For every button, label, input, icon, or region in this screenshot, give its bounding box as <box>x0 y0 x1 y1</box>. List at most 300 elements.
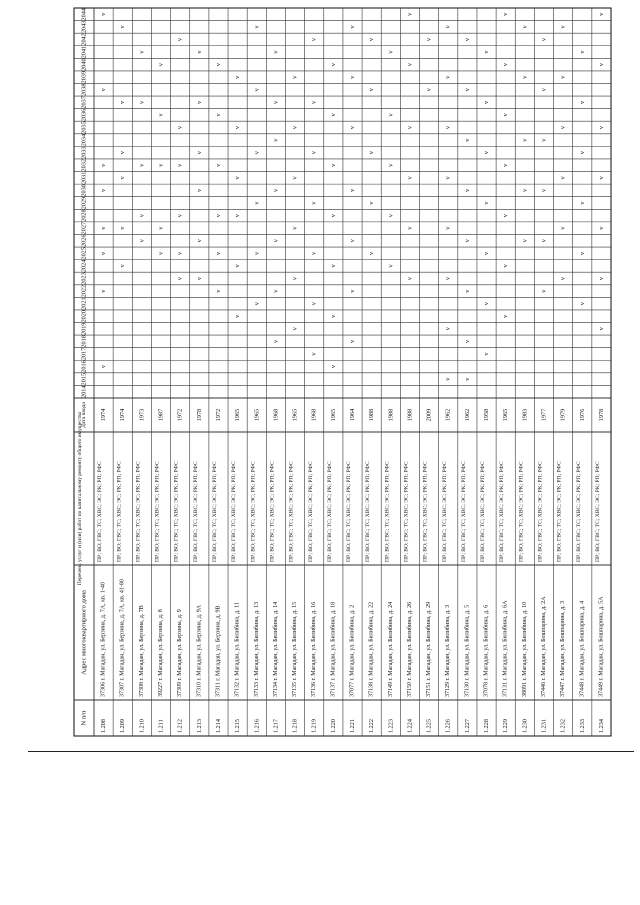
year-check-mark: v <box>119 25 127 29</box>
year-check-mark: v <box>291 276 299 281</box>
year-check-mark: v <box>502 264 510 268</box>
header-number: N п/п <box>80 710 88 726</box>
year-check-mark: v <box>559 25 567 29</box>
year-check-mark: v <box>559 125 567 130</box>
year-label-2033: 2033 <box>80 146 88 159</box>
year-check-mark: v <box>272 339 280 344</box>
year-check-mark: v <box>483 100 491 104</box>
year-check-mark: v <box>597 176 605 180</box>
year-check-mark: v <box>597 12 605 16</box>
row-number: 1.213 <box>195 719 203 733</box>
row-services: ПР; ВО; ГВС; ТС; ХВС; ЭС; РК; РП; РФС <box>480 461 487 562</box>
row-address: 37078 г. Магадан, ул. Билибина, д. 6 <box>483 604 490 697</box>
year-label-2017: 2017 <box>80 347 88 361</box>
year-check-mark: v <box>195 188 203 193</box>
year-check-mark: v <box>368 37 376 42</box>
header-services: Перечень услуг и (или) работ по капитальному ремонту общего имущества <box>77 411 83 586</box>
row-number: 1.221 <box>349 719 356 733</box>
row-services: ПР; ВО; ГВС; ТС; ХВС; ЭС; РК; РП; РФС <box>384 461 391 562</box>
row-address: 37137 г. Магадан, ул. Билибина, д. 18 <box>330 601 337 697</box>
year-label-2015: 2015 <box>80 372 88 386</box>
year-check-mark: v <box>502 12 510 16</box>
year-label-2044: 2044 <box>80 8 88 21</box>
row-services: ПР; ВО; ГВС; ТС; ХВС; ЭС; РК; РП; РФС <box>116 461 123 562</box>
year-check-mark: v <box>195 151 203 155</box>
year-check-mark: v <box>253 151 261 155</box>
year-label-2028: 2028 <box>80 209 88 222</box>
year-check-mark: v <box>406 226 414 230</box>
year-check-mark: v <box>310 100 318 104</box>
year-check-mark: v <box>157 62 165 67</box>
year-check-mark: v <box>597 327 605 331</box>
year-check-mark: v <box>425 88 433 92</box>
year-check-mark: v <box>349 339 356 344</box>
row-year: 1976 <box>578 408 586 422</box>
row-services: ПР; ВО; ГВС; ТС; ХВС; ЭС; РК; РП; РФС <box>594 461 601 562</box>
year-check-mark: v <box>100 163 108 167</box>
row-number: 1.212 <box>176 719 184 733</box>
year-check-mark: v <box>291 176 299 180</box>
year-check-mark: v <box>387 213 395 218</box>
year-label-2043: 2043 <box>80 20 88 34</box>
year-check-mark: v <box>119 226 127 230</box>
year-check-mark: v <box>157 113 165 117</box>
row-number: 1.228 <box>483 719 491 733</box>
row-year: 1965 <box>329 408 337 422</box>
year-check-mark: v <box>272 138 280 142</box>
year-check-mark: v <box>157 251 165 255</box>
year-check-mark: v <box>521 188 529 193</box>
row-address: 37151 г. Магадан, ул. Билибина, д. 29 <box>426 601 433 697</box>
year-check-mark: v <box>463 377 471 381</box>
year-check-mark: v <box>349 289 356 293</box>
year-check-mark: v <box>463 188 471 193</box>
row-year: 1978 <box>195 408 203 422</box>
row-address: 37133 г. Магадан, ул. Билибина, д. 13 <box>253 601 260 697</box>
year-check-mark: v <box>578 201 586 205</box>
year-label-2026: 2026 <box>80 234 88 247</box>
header-year: Дата ввода <box>81 402 87 428</box>
header-address: Адрес многоквартирного дома <box>80 590 88 675</box>
year-label-2029: 2029 <box>80 196 88 210</box>
year-check-mark: v <box>272 50 280 54</box>
year-check-mark: v <box>521 138 529 142</box>
row-address: 37132 г. Магадан, ул. Билибина, д. 11 <box>234 602 241 697</box>
year-check-mark: v <box>176 37 184 42</box>
row-services: ПР; ВО; ГВС; ТС; ХВС; ЭС; РК; РП; РФС <box>441 461 448 562</box>
row-address: 37135 г. Магадан, ул. Билибина, д. 15 <box>292 601 299 697</box>
row-year: 1965 <box>234 408 242 422</box>
year-check-mark: v <box>444 276 452 281</box>
row-services: ПР; ВО; ГВС; ТС; ХВС; ЭС; РК; РП; РФС <box>250 461 257 562</box>
year-check-mark: v <box>463 138 471 142</box>
year-label-2032: 2032 <box>80 159 88 172</box>
year-check-mark: v <box>138 50 146 54</box>
year-check-mark: v <box>119 264 127 268</box>
year-check-mark: v <box>157 163 165 167</box>
row-services: ПР; ВО; ГВС; ТС; ХВС; ЭС; РК; РП; РФС <box>422 461 429 562</box>
row-number: 1.218 <box>291 719 299 733</box>
year-check-mark: v <box>157 226 165 230</box>
row-address: 37307 г. Магадан, ул. Берзина, д. 7А, кв. 41-80 <box>119 579 126 697</box>
year-check-mark: v <box>329 213 337 218</box>
page-divider <box>28 751 634 752</box>
row-year: 1962 <box>463 408 471 422</box>
row-year: 1965 <box>502 408 510 422</box>
year-check-mark: v <box>100 188 108 193</box>
year-check-mark: v <box>559 226 567 230</box>
row-address: 37136 г. Магадан, ул. Билибина, д. 16 <box>311 601 318 697</box>
year-check-mark: v <box>100 251 108 255</box>
repair-schedule-table <box>74 8 611 736</box>
year-check-mark: v <box>272 239 280 243</box>
row-address: 37448 г. Магадан, ул. Бошпарина, д. 4 <box>579 600 586 697</box>
row-number: 1.220 <box>329 719 337 733</box>
row-services: ПР; ВО; ГВС; ТС; ХВС; ЭС; РК; РП; РФС <box>135 461 142 562</box>
year-check-mark: v <box>387 50 395 54</box>
row-address: 37131 г. Магадан, ул. Билибина, д. 6А <box>502 600 509 697</box>
year-label-2020: 2020 <box>80 310 88 323</box>
row-year: 1983 <box>521 408 529 422</box>
year-check-mark: v <box>463 37 471 42</box>
row-address: 37311 г. Магадан, ул. Берзина, д. 9В <box>215 605 222 697</box>
year-label-2031: 2031 <box>80 171 88 185</box>
year-check-mark: v <box>291 75 299 79</box>
row-year: 1979 <box>559 408 567 422</box>
year-check-mark: v <box>119 151 127 155</box>
year-check-mark: v <box>138 213 146 218</box>
row-year: 1972 <box>176 408 184 422</box>
row-number: 1.209 <box>119 719 127 733</box>
year-check-mark: v <box>329 163 337 167</box>
row-year: 2009 <box>425 408 433 422</box>
row-number: 1.211 <box>157 719 165 733</box>
year-label-2035: 2035 <box>80 121 88 134</box>
year-check-mark: v <box>310 352 318 356</box>
year-check-mark: v <box>406 276 414 281</box>
row-number: 1.232 <box>559 719 567 733</box>
year-check-mark: v <box>329 264 337 268</box>
year-check-mark: v <box>540 37 548 42</box>
row-services: ПР; ВО; ГВС; ТС; ХВС; ЭС; РК; РП; РФС <box>269 461 276 562</box>
row-number: 1.225 <box>425 719 433 733</box>
row-address: 37150 г. Магадан, ул. Билибина, д. 26 <box>406 601 413 697</box>
year-check-mark: v <box>195 100 203 104</box>
row-number: 1.234 <box>597 719 605 733</box>
row-address: 38091 г. Магадан, ул. Билибина, д. 10 <box>521 601 528 697</box>
year-label-2021: 2021 <box>80 297 88 310</box>
row-services: ПР; ВО; ГВС; ТС; ХВС; ЭС; РК; РП; РФС <box>460 461 467 562</box>
year-check-mark: v <box>444 125 452 130</box>
year-label-2027: 2027 <box>80 221 88 235</box>
year-label-2023: 2023 <box>80 272 88 285</box>
year-check-mark: v <box>540 188 548 193</box>
row-services: ПР; ВО; ГВС; ТС; ХВС; ЭС; РК; РП; РФС <box>556 461 563 562</box>
year-check-mark: v <box>253 88 261 92</box>
year-check-mark: v <box>100 226 108 230</box>
row-number: 1.214 <box>214 719 222 733</box>
year-check-mark: v <box>253 25 261 29</box>
year-check-mark: v <box>349 125 356 130</box>
year-check-mark: v <box>483 151 491 155</box>
year-label-2039: 2039 <box>80 71 88 84</box>
year-check-mark: v <box>578 251 586 255</box>
table-frame <box>74 8 611 736</box>
row-number: 1.215 <box>234 719 242 733</box>
year-label-2018: 2018 <box>80 335 88 348</box>
row-year: 1968 <box>310 408 318 422</box>
year-check-mark: v <box>214 163 222 167</box>
year-check-mark: v <box>502 113 510 117</box>
row-number: 1.222 <box>368 719 376 733</box>
year-check-mark: v <box>597 276 605 281</box>
year-check-mark: v <box>444 176 452 180</box>
row-number: 1.233 <box>578 719 586 733</box>
year-check-mark: v <box>387 264 395 268</box>
year-check-mark: v <box>578 302 586 306</box>
row-year: 1962 <box>444 408 452 422</box>
row-year: 1964 <box>349 408 356 422</box>
row-number: 1.230 <box>521 719 529 733</box>
year-check-mark: v <box>310 251 318 255</box>
year-check-mark: v <box>483 50 491 54</box>
year-check-mark: v <box>387 163 395 167</box>
year-check-mark: v <box>291 327 299 331</box>
year-check-mark: v <box>406 62 414 67</box>
year-check-mark: v <box>559 276 567 281</box>
year-check-mark: v <box>234 264 242 268</box>
row-address: 37130 г. Магадан, ул. Билибина, д. 5 <box>464 604 471 697</box>
year-check-mark: v <box>540 239 548 243</box>
year-check-mark: v <box>406 12 414 16</box>
row-number: 1.208 <box>100 719 108 733</box>
year-check-mark: v <box>444 226 452 230</box>
year-check-mark: v <box>463 289 471 293</box>
year-check-mark: v <box>387 113 395 117</box>
row-services: ПР; ВО; ГВС; ТС; ХВС; ЭС; РК; РП; РФС <box>346 461 353 562</box>
year-check-mark: v <box>502 163 510 167</box>
year-check-mark: v <box>329 314 337 318</box>
row-number: 1.223 <box>387 719 395 733</box>
year-check-mark: v <box>368 151 376 155</box>
year-label-2037: 2037 <box>80 96 88 109</box>
year-check-mark: v <box>329 364 337 369</box>
year-check-mark: v <box>138 100 146 104</box>
year-check-mark: v <box>349 25 356 29</box>
row-year: 1968 <box>272 408 280 422</box>
year-check-mark: v <box>253 251 261 255</box>
year-label-2036: 2036 <box>80 108 88 122</box>
year-check-mark: v <box>521 75 529 79</box>
row-services: ПР; ВО; ГВС; ТС; ХВС; ЭС; РК; РП; РФС <box>231 461 238 562</box>
year-check-mark: v <box>521 239 529 243</box>
year-check-mark: v <box>406 125 414 130</box>
year-check-mark: v <box>176 125 184 130</box>
year-check-mark: v <box>310 201 318 205</box>
year-check-mark: v <box>310 151 318 155</box>
row-year: 1988 <box>406 408 414 422</box>
year-check-mark: v <box>463 339 471 344</box>
year-check-mark: v <box>559 75 567 79</box>
row-number: 1.210 <box>138 719 146 733</box>
year-check-mark: v <box>444 75 452 79</box>
row-services: ПР; ВО; ГВС; ТС; ХВС; ЭС; РК; РП; РФС <box>575 461 582 562</box>
year-check-mark: v <box>483 251 491 255</box>
row-year: 1987 <box>157 408 165 422</box>
row-services: ПР; ВО; ГВС; ТС; ХВС; ЭС; РК; РП; РФС <box>192 461 199 562</box>
year-check-mark: v <box>176 163 184 167</box>
row-services: ПР; ВО; ГВС; ТС; ХВС; ЭС; РК; РП; РФС <box>173 461 180 562</box>
year-check-mark: v <box>329 113 337 117</box>
row-year: 1965 <box>253 408 261 422</box>
row-year: 1958 <box>483 408 491 422</box>
year-check-mark: v <box>597 226 605 230</box>
year-check-mark: v <box>272 188 280 193</box>
year-check-mark: v <box>368 251 376 255</box>
row-address: 37449 г. Магадан, ул. Бошпарина, д. 5А <box>598 596 605 697</box>
year-check-mark: v <box>195 276 203 281</box>
row-address: 37308 г. Магадан, ул. Берзина, д. 7В <box>138 605 145 697</box>
year-check-mark: v <box>234 213 242 218</box>
year-check-mark: v <box>406 176 414 180</box>
year-check-mark: v <box>234 176 242 180</box>
year-check-mark: v <box>195 50 203 54</box>
row-services: ПР; ВО; ГВС; ТС; ХВС; ЭС; РК; РП; РФС <box>537 461 544 562</box>
row-services: ПР; ВО; ГВС; ТС; ХВС; ЭС; РК; РП; РФС <box>154 461 161 562</box>
year-check-mark: v <box>100 12 108 16</box>
year-check-mark: v <box>329 62 337 67</box>
year-check-mark: v <box>100 289 108 293</box>
row-year: 1988 <box>387 408 395 422</box>
row-year: 1988 <box>368 408 376 422</box>
row-address: 37306 г. Магадан, ул. Берзина, д. 7А, кв. 1-40 <box>100 582 107 697</box>
row-address: 37447 г. Магадан, ул. Бошпарина, д. 3 <box>560 600 567 697</box>
row-address: 37077 г. Магадан, ул. Билибина, д. 2 <box>349 604 356 697</box>
year-check-mark: v <box>444 377 452 381</box>
year-check-mark: v <box>310 302 318 306</box>
year-check-mark: v <box>425 37 433 42</box>
year-check-mark: v <box>368 201 376 205</box>
year-check-mark: v <box>291 226 299 230</box>
year-check-mark: v <box>349 75 356 79</box>
year-check-mark: v <box>578 151 586 155</box>
row-year: 1974 <box>100 408 108 422</box>
year-check-mark: v <box>540 289 548 293</box>
year-check-mark: v <box>234 314 242 318</box>
year-check-mark: v <box>214 213 222 218</box>
year-label-2042: 2042 <box>80 33 88 46</box>
row-address: 37446 г. Магадан, ул. Бошпарина, д. 2А <box>540 596 547 697</box>
row-address: 37310 г. Магадан, ул. Берзина, д. 9А <box>196 604 203 697</box>
year-check-mark: v <box>349 188 356 193</box>
year-check-mark: v <box>234 125 242 130</box>
year-check-mark: v <box>100 88 108 92</box>
year-check-mark: v <box>253 201 261 205</box>
year-label-2038: 2038 <box>80 83 88 96</box>
year-check-mark: v <box>597 62 605 67</box>
year-check-mark: v <box>214 113 222 117</box>
year-check-mark: v <box>540 88 548 92</box>
row-address: 39227 г. Магадан, ул. Берзина, д. 8 <box>158 609 165 697</box>
row-number: 1.224 <box>406 719 414 733</box>
row-address: 37129 г. Магадан, ул. Билибина, д. 3 <box>445 604 452 697</box>
year-check-mark: v <box>138 239 146 243</box>
year-check-mark: v <box>502 62 510 67</box>
row-services: ПР; ВО; ГВС; ТС; ХВС; ЭС; РК; РП; РФС <box>97 461 104 562</box>
year-check-mark: v <box>559 176 567 180</box>
row-services: ПР; ВО; ГВС; ТС; ХВС; ЭС; РК; РП; РФС <box>403 461 410 562</box>
year-label-2025: 2025 <box>80 247 88 260</box>
year-check-mark: v <box>272 289 280 293</box>
year-check-mark: v <box>195 239 203 243</box>
year-check-mark: v <box>578 100 586 104</box>
row-year: 1978 <box>597 408 605 422</box>
row-services: ПР; ВО; ГВС; ТС; ХВС; ЭС; РК; РП; РФС <box>365 461 372 562</box>
year-check-mark: v <box>483 302 491 306</box>
year-check-mark: v <box>597 125 605 130</box>
year-check-mark: v <box>483 352 491 356</box>
row-services: ПР; ВО; ГВС; ТС; ХВС; ЭС; РК; РП; РФС <box>326 461 333 562</box>
year-label-2034: 2034 <box>80 133 88 147</box>
row-year: 1977 <box>540 408 548 422</box>
row-address: 37134 г. Магадан, ул. Билибина, д. 14 <box>272 601 279 697</box>
year-check-mark: v <box>521 25 529 29</box>
year-check-mark: v <box>176 251 184 255</box>
row-year: 1972 <box>214 408 222 422</box>
row-address: 37149 г. Магадан, ул. Билибина, д. 24 <box>387 601 394 697</box>
row-number: 1.217 <box>272 719 280 733</box>
row-number: 1.231 <box>540 719 548 733</box>
year-check-mark: v <box>540 138 548 142</box>
year-check-mark: v <box>119 100 127 104</box>
year-label-2030: 2030 <box>80 184 88 197</box>
year-check-mark: v <box>483 201 491 205</box>
year-check-mark: v <box>502 314 510 318</box>
year-check-mark: v <box>234 75 242 79</box>
row-services: ПР; ВО; ГВС; ТС; ХВС; ЭС; РК; РП; РФС <box>499 461 506 562</box>
year-label-2040: 2040 <box>80 58 88 71</box>
year-check-mark: v <box>310 37 318 42</box>
year-check-mark: v <box>176 213 184 218</box>
year-check-mark: v <box>214 251 222 255</box>
row-number: 1.226 <box>444 719 452 733</box>
year-check-mark: v <box>119 176 127 180</box>
year-check-mark: v <box>349 239 356 243</box>
year-check-mark: v <box>463 88 471 92</box>
year-check-mark: v <box>291 125 299 130</box>
row-year: 1973 <box>138 408 146 422</box>
year-check-mark: v <box>253 302 261 306</box>
row-number: 1.216 <box>253 719 261 733</box>
row-year: 1965 <box>291 408 299 422</box>
row-year: 1974 <box>119 408 127 422</box>
year-label-2019: 2019 <box>80 322 88 335</box>
year-check-mark: v <box>214 289 222 293</box>
row-address: 37309 г. Магадан, ул. Берзина, д. 9 <box>177 609 184 697</box>
year-label-2014: 2014 <box>80 385 88 398</box>
year-label-2024: 2024 <box>80 259 88 273</box>
row-services: ПР; ВО; ГВС; ТС; ХВС; ЭС; РК; РП; РФС <box>307 461 314 562</box>
row-services: ПР; ВО; ГВС; ТС; ХВС; ЭС; РК; РП; РФС <box>518 461 525 562</box>
year-label-2022: 2022 <box>80 284 88 298</box>
year-check-mark: v <box>138 163 146 167</box>
row-services: ПР; ВО; ГВС; ТС; ХВС; ЭС; РК; РП; РФС <box>288 461 295 562</box>
year-check-mark: v <box>444 327 452 331</box>
row-address: 37138 г. Магадан, ул. Билибина, д. 22 <box>368 601 375 697</box>
row-number: 1.229 <box>502 719 510 733</box>
year-check-mark: v <box>176 276 184 281</box>
year-check-mark: v <box>463 239 471 243</box>
